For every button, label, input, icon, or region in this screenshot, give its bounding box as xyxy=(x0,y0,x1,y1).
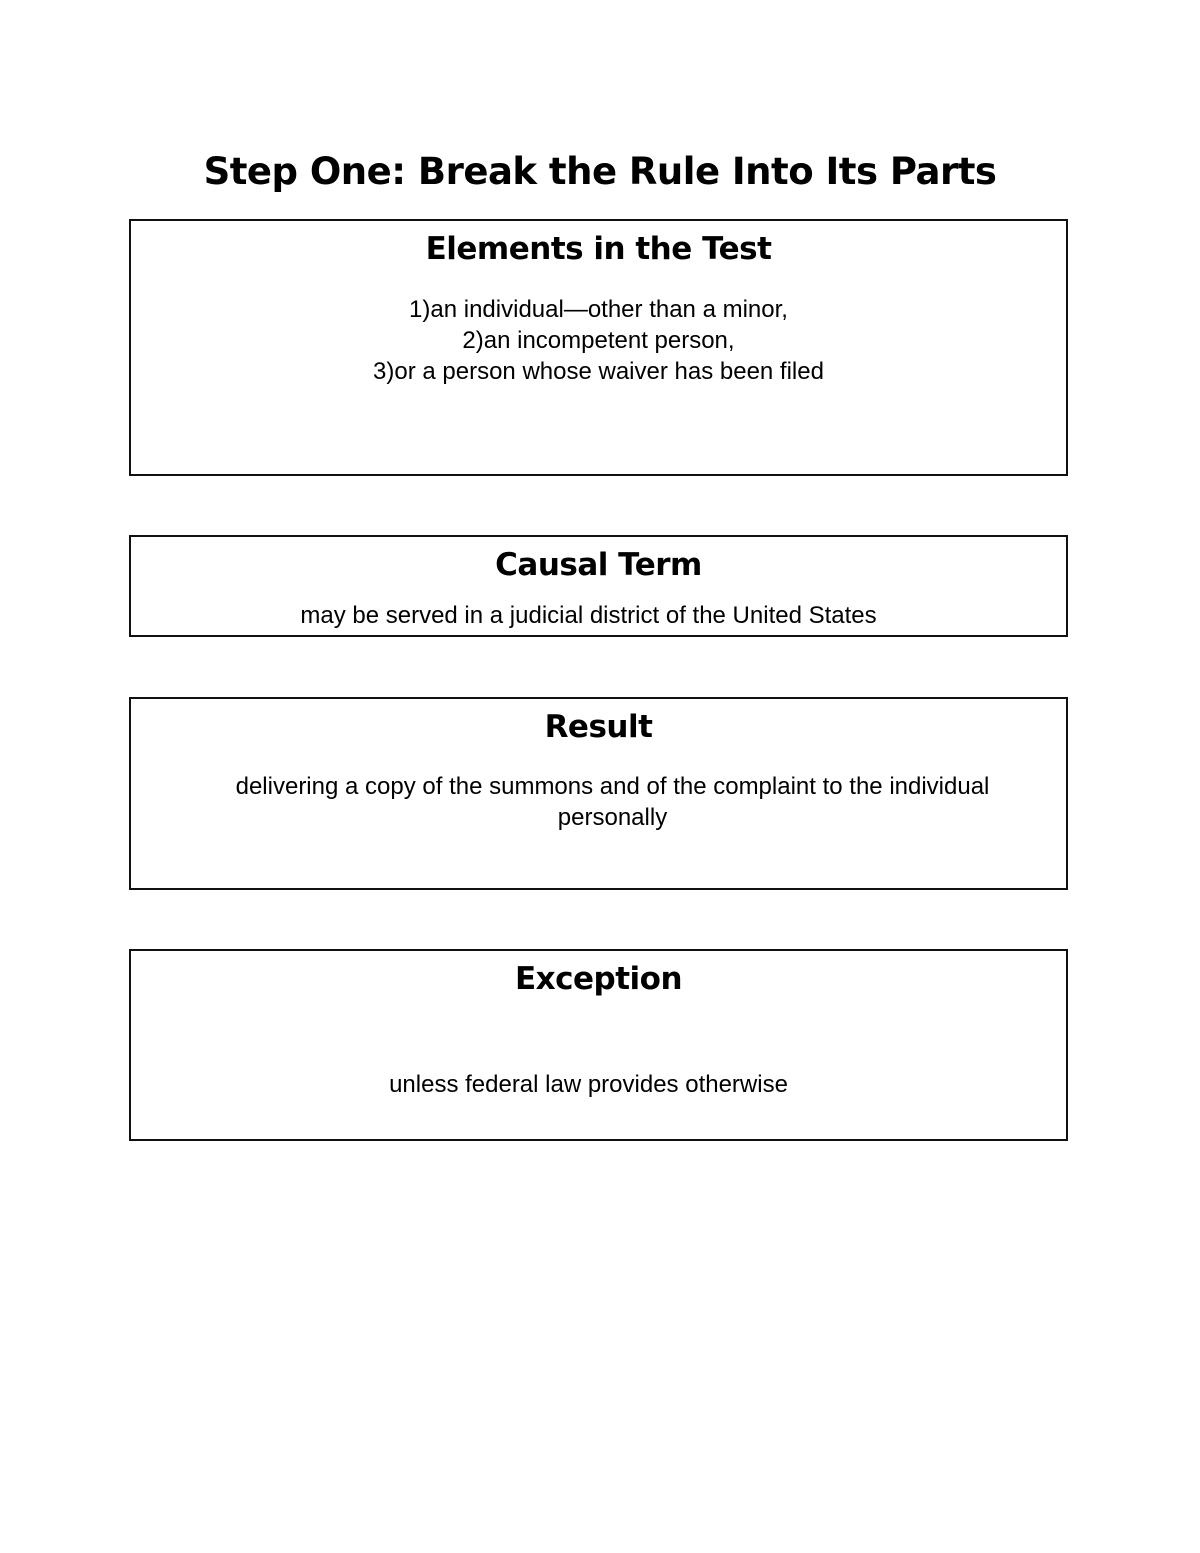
causal-term-box xyxy=(129,535,1068,637)
causal-term-heading: Causal Term xyxy=(495,547,702,583)
causal-term-text: may be served in a judicial district of the United States xyxy=(300,602,877,629)
exception-heading: Exception xyxy=(514,961,683,997)
exception-box xyxy=(129,949,1068,1141)
elements-in-the-test-box xyxy=(129,219,1068,476)
result-line: delivering a copy of the summons and of the complaint to the individual xyxy=(235,773,990,800)
element-item: 3)or a person whose waiver has been filed xyxy=(373,358,824,385)
result-box xyxy=(129,697,1068,890)
elements-list xyxy=(131,294,1066,387)
result-text xyxy=(145,771,1080,833)
page-title: Step One: Break the Rule Into Its Parts xyxy=(203,150,997,193)
elements-heading: Elements in the Test xyxy=(425,231,772,267)
exception-text: unless federal law provides otherwise xyxy=(389,1071,788,1098)
element-item: 2)an incompetent person, xyxy=(462,327,735,354)
result-line: personally xyxy=(557,804,668,831)
element-item: 1)an individual—other than a minor, xyxy=(409,296,788,323)
result-heading: Result xyxy=(544,709,653,745)
